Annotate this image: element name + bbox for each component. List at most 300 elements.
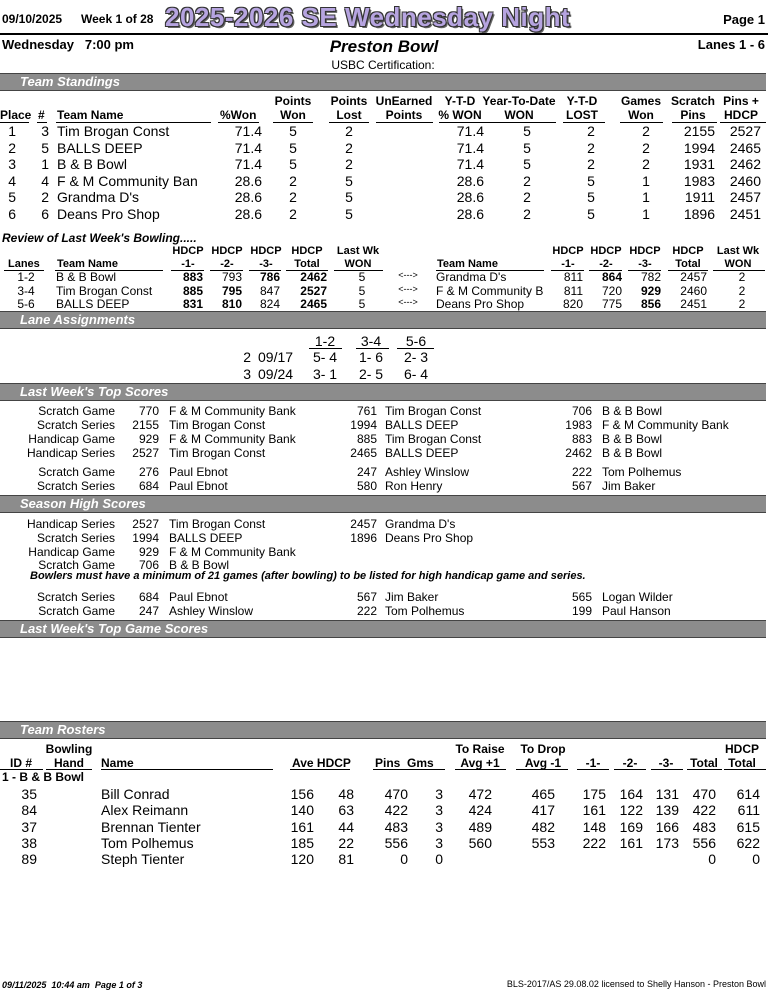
header-hdcp-game: -1- [181, 258, 195, 270]
header-pins-gms: Pins Gms [375, 756, 434, 770]
ytd-lost: 2 [587, 123, 595, 139]
category-label: Scratch Series [36, 590, 115, 604]
ytd-lost: 5 [587, 172, 595, 189]
section-title: Season High Scores [20, 496, 146, 511]
header-hdcp-game: -3- [638, 258, 652, 270]
season-note: Bowlers must have a minimum of 21 games (after bowling) to be listed for high handicap game and series. [30, 570, 586, 582]
header-to-raise: Avg +1 [460, 756, 500, 770]
bowler-team-name: Tim Brogan Const [385, 432, 482, 446]
score-value: 684 [138, 479, 159, 493]
header-pct: %Won [220, 108, 257, 122]
total: 422 [692, 802, 716, 819]
lane-pairing: 1- 6 [358, 349, 384, 365]
ytd-won: 2 [523, 205, 531, 222]
opp-game-2: 720 [601, 283, 622, 298]
game-3: 139 [655, 802, 679, 819]
category-label: Scratch Game [38, 604, 115, 618]
won: 5 [358, 297, 366, 311]
header-team: Team Name [437, 258, 498, 270]
bowler-team-name: B & B Bowl [602, 404, 663, 418]
to-raise: 489 [468, 818, 492, 835]
opp-game-3: 929 [640, 283, 661, 298]
header-id: ID # [10, 756, 33, 770]
to-raise: 472 [468, 786, 492, 802]
games-won: 1 [642, 189, 650, 205]
pins: 556 [384, 834, 408, 851]
score-value: 567 [356, 590, 377, 604]
header-hdcp-total: HDCP [724, 742, 759, 756]
games: 3 [435, 818, 443, 835]
game-3: 786 [259, 270, 280, 284]
day-time: Wednesday 7:00 pm [2, 37, 134, 52]
game-1: 161 [582, 802, 606, 819]
lane-pair-header: 3-4 [360, 333, 382, 349]
header-underline [577, 769, 609, 770]
pins-hdcp: 2462 [729, 156, 761, 172]
header-hdcp-game: HDCP [552, 245, 584, 257]
score-value: 885 [356, 432, 377, 446]
header-hdcp-total: Total [728, 756, 756, 770]
game-2: 795 [221, 283, 242, 298]
bowler-team-name: Tom Polhemus [385, 604, 465, 618]
header-ytd-lost: LOST [566, 108, 598, 122]
ytd-pct-won: 71.4 [456, 139, 484, 156]
game-3: 173 [655, 834, 679, 851]
pins-hdcp: 2457 [729, 189, 761, 205]
score-value: 565 [571, 590, 592, 604]
team-name: Tim Brogan Const [57, 123, 170, 139]
section-title: Team Standings [20, 74, 120, 89]
bowler-team-name: Ashley Winslow [385, 465, 470, 479]
games-won: 2 [642, 123, 650, 139]
opp-team-name: Deans Pro Shop [436, 297, 525, 311]
opp-game-1: 811 [563, 283, 583, 298]
bowler-name: Steph Tienter [101, 851, 185, 868]
category-label: Handicap Series [26, 517, 115, 531]
game-2: 810 [221, 297, 242, 311]
category-label: Scratch Series [36, 531, 115, 545]
team-name: B & B Bowl [57, 156, 128, 172]
hdcp-total: 622 [736, 834, 760, 851]
header-team: Team Name [57, 258, 118, 270]
score-value: 222 [571, 465, 592, 479]
hdcp-total: 611 [737, 802, 760, 819]
place-cell: 6 [8, 205, 16, 222]
center-name: Preston Bowl [329, 37, 439, 56]
handicap: 44 [338, 818, 354, 835]
points-lost: 2 [345, 139, 353, 156]
score-value: 567 [571, 479, 592, 493]
won: 5 [358, 270, 366, 284]
points-lost: 2 [345, 123, 353, 139]
lane-pair-header: 1-2 [314, 333, 336, 349]
team-number: 3 [41, 123, 49, 139]
points-lost: 2 [345, 156, 353, 172]
bowler-team-name: Tim Brogan Const [169, 446, 266, 460]
pins: 470 [384, 786, 408, 802]
handicap: 22 [338, 834, 354, 851]
team-rosters-bar [0, 721, 766, 739]
pct-won: 71.4 [234, 139, 262, 156]
score-value: 247 [138, 604, 159, 618]
pins: 422 [384, 802, 408, 819]
points-won: 2 [289, 189, 297, 205]
bowler-id: 35 [21, 786, 37, 802]
header-underline [290, 769, 350, 770]
score-value: 1994 [132, 531, 159, 545]
vs-arrow: <---> [398, 270, 418, 280]
points-won: 2 [289, 205, 297, 222]
points-won: 5 [289, 156, 297, 172]
score-value: 929 [138, 432, 159, 446]
header-game-3: -3- [658, 756, 674, 770]
header-unearned: Points [385, 108, 423, 122]
header-underline [516, 769, 568, 770]
opp-total: 2460 [680, 283, 707, 298]
game-1: 885 [182, 283, 203, 298]
score-value: 706 [571, 404, 592, 418]
game-1: 148 [582, 818, 606, 835]
bowler-team-name: F & M Community Bank [169, 404, 296, 418]
score-value: 2527 [132, 517, 159, 531]
total: 2465 [300, 297, 327, 311]
handicap: 63 [338, 802, 354, 819]
top-scores-bar [0, 383, 766, 401]
header-total: Total [690, 756, 718, 770]
bowler-team-name: Jim Baker [602, 479, 656, 493]
header-ytd-won: Year-To-Date [482, 94, 556, 108]
total: 0 [708, 851, 716, 868]
usbc-cert: USBC Certification: [331, 58, 435, 72]
scratch-pins: 1994 [683, 139, 715, 156]
pins-hdcp: 2460 [729, 172, 761, 189]
score-value: 2462 [565, 446, 592, 460]
week-label: Week 1 of 28 [81, 12, 154, 26]
team-number: 2 [41, 189, 49, 205]
team-name: Deans Pro Shop [57, 205, 160, 222]
bowler-id: 37 [21, 818, 37, 835]
score-value: 706 [138, 558, 159, 572]
category-label: Scratch Series [36, 479, 115, 493]
bowler-name: Brennan Tienter [101, 818, 201, 835]
ytd-won: 2 [523, 172, 531, 189]
header-underline [651, 769, 683, 770]
header-hdcp-total: Total [294, 258, 320, 270]
header-underline [724, 769, 766, 770]
header-hdcp-total: HDCP [291, 245, 323, 257]
points-lost: 5 [345, 189, 353, 205]
total: 2462 [300, 270, 327, 284]
vs-arrow: <---> [398, 283, 418, 294]
header-last-wk: WON [724, 258, 752, 270]
team-name: Grandma D's [57, 189, 140, 205]
report-date: 09/10/2025 [2, 12, 63, 26]
header-to-drop: To Drop [520, 742, 566, 756]
ytd-won: 5 [523, 123, 531, 139]
handicap: 48 [338, 786, 354, 802]
score-value: 2465 [350, 446, 377, 460]
lane-pairing: 6- 4 [403, 366, 429, 382]
team-number: 5 [41, 139, 49, 156]
score-value: 770 [138, 404, 159, 418]
average: 161 [290, 818, 314, 835]
bowler-name: Tom Polhemus [101, 834, 194, 851]
bowler-team-name: F & M Community Bank [169, 432, 296, 446]
game-2: 169 [619, 818, 643, 835]
header-hdcp-game: HDCP [250, 245, 282, 257]
place-cell: 2 [8, 139, 16, 156]
opp-total: 2451 [680, 297, 707, 311]
ytd-lost: 2 [587, 139, 595, 156]
header-hdcp-game: -2- [220, 258, 234, 270]
league-title: 2025-2026 SE Wednesday Night [165, 2, 571, 32]
opp-game-3: 782 [640, 270, 661, 284]
bowler-id: 84 [21, 802, 37, 819]
header-last-wk: WON [344, 258, 372, 270]
bowler-team-name: Paul Ebnot [169, 479, 228, 493]
games-won: 2 [642, 139, 650, 156]
header-scratch-pins: Pins [680, 108, 706, 122]
game-3: 131 [655, 786, 679, 802]
pins-hdcp: 2527 [729, 123, 761, 139]
pct-won: 28.6 [234, 172, 262, 189]
place-cell: 4 [8, 172, 16, 189]
total: 556 [692, 834, 716, 851]
category-label: Scratch Game [38, 558, 115, 572]
bowler-team-name: Paul Ebnot [169, 590, 228, 604]
header-lanes: Lanes [8, 258, 40, 270]
lanes-cell: 1-2 [17, 270, 35, 284]
team-number: 1 [41, 156, 49, 172]
ytd-lost: 2 [587, 156, 595, 172]
lane-pair-header: 5-6 [405, 333, 427, 349]
lane-assignments-bar [0, 311, 766, 329]
header-team: Team Name [57, 108, 124, 122]
header-name: Name [101, 756, 134, 770]
bowler-team-name: Logan Wilder [602, 590, 673, 604]
hdcp-total: 615 [736, 818, 760, 835]
game-2: 164 [619, 786, 643, 802]
vs-arrow: <---> [398, 297, 418, 307]
game-2: 793 [221, 270, 242, 284]
average: 140 [290, 802, 314, 819]
bowler-team-name: Tim Brogan Const [169, 418, 266, 432]
bowler-team-name: Jim Baker [385, 590, 439, 604]
header-points-lost: Lost [336, 108, 362, 122]
week-number: 3 [243, 366, 251, 382]
ytd-pct-won: 71.4 [456, 123, 484, 139]
score-value: 222 [356, 604, 377, 618]
team-name: B & B Bowl [56, 270, 117, 284]
section-title: Last Week's Top Scores [20, 384, 169, 399]
footer-right: BLS-2017/AS 29.08.02 licensed to Shelly Hanson - Preston Bowl [506, 979, 766, 989]
games: 3 [435, 802, 443, 819]
header-place: Place [0, 108, 32, 122]
ytd-pct-won: 28.6 [456, 172, 484, 189]
score-value: 1896 [350, 531, 377, 545]
score-value: 2155 [132, 418, 159, 432]
place-cell: 3 [8, 156, 16, 172]
ytd-won: 5 [523, 156, 531, 172]
team-standings-bar [0, 73, 766, 91]
header-game-1: -1- [585, 756, 601, 770]
place-cell: 5 [8, 189, 16, 205]
score-value: 1994 [350, 418, 377, 432]
won: 5 [358, 283, 366, 298]
bowler-team-name: Ron Henry [385, 479, 443, 493]
header-pins-hdcp: HDCP [723, 108, 758, 122]
category-label: Scratch Series [36, 418, 115, 432]
to-drop: 417 [531, 802, 555, 819]
header-unearned: UnEarned [375, 94, 433, 108]
header-to-drop: Avg -1 [524, 756, 562, 770]
team-number: 4 [41, 172, 49, 189]
scratch-pins: 1896 [683, 205, 715, 222]
header-hdcp-game: HDCP [590, 245, 622, 257]
scratch-pins: 1983 [683, 172, 715, 189]
header-ytd-won: WON [504, 108, 534, 122]
opp-game-1: 811 [563, 270, 583, 284]
game-3: 824 [259, 297, 280, 311]
pct-won: 71.4 [234, 123, 262, 139]
ytd-pct-won: 28.6 [456, 205, 484, 222]
category-label: Handicap Game [28, 545, 115, 559]
points-won: 5 [289, 139, 297, 156]
score-value: 1983 [565, 418, 592, 432]
opp-team-name: Grandma D's [436, 270, 507, 284]
to-drop: 465 [531, 786, 555, 802]
week-number: 2 [243, 349, 251, 365]
total: 483 [692, 818, 716, 835]
footer-left: 09/11/2025 10:44 am Page 1 of 3 [2, 980, 143, 990]
header-ytd-pct: Y-T-D [444, 94, 476, 108]
lanes-range: Lanes 1 - 6 [697, 37, 765, 52]
header-underline [455, 769, 506, 770]
header-num: # [38, 108, 45, 122]
ytd-pct-won: 71.4 [456, 156, 484, 172]
points-lost: 5 [345, 205, 353, 222]
header-games-won: Games [620, 94, 662, 108]
header-underline [373, 769, 445, 770]
lane-pairing: 2- 5 [358, 366, 384, 382]
opp-team-name: F & M Community B [436, 283, 544, 298]
header-rule [0, 33, 768, 35]
header-hand: Hand [54, 756, 84, 770]
header-hdcp-game: -3- [259, 258, 273, 270]
score-value: 580 [356, 479, 377, 493]
header-last-wk: Last Wk [716, 245, 760, 257]
scratch-pins: 2155 [683, 123, 715, 139]
ytd-lost: 5 [587, 189, 595, 205]
ytd-lost: 5 [587, 205, 595, 222]
games-won: 1 [642, 205, 650, 222]
header-hdcp-game: HDCP [629, 245, 661, 257]
header-to-raise: To Raise [455, 742, 505, 756]
section-title: Lane Assignments [20, 312, 136, 327]
opp-game-1: 820 [562, 297, 583, 311]
games: 3 [435, 786, 443, 802]
points-won: 2 [289, 172, 297, 189]
bowler-team-name: Tim Brogan Const [385, 404, 482, 418]
team-name: BALLS DEEP [57, 139, 143, 156]
to-raise: 424 [468, 802, 492, 819]
header-underline [101, 769, 273, 770]
team-name: F & M Community Ban [57, 172, 198, 189]
category-label: Handicap Series [26, 446, 115, 460]
opp-won: 2 [738, 297, 746, 311]
week-date: 09/17 [258, 349, 294, 365]
bowler-team-name: BALLS DEEP [385, 418, 459, 432]
header-hand: Bowling [45, 742, 93, 756]
bowler-team-name: B & B Bowl [602, 432, 663, 446]
lanes-cell: 5-6 [17, 297, 35, 311]
pins-hdcp: 2465 [729, 139, 761, 156]
team-number: 6 [41, 205, 49, 222]
header-scratch-pins: Scratch [670, 94, 716, 108]
header-ytd-pct: % WON [438, 108, 482, 122]
bowler-team-name: Grandma D's [385, 517, 456, 531]
header-ytd-lost: Y-T-D [566, 94, 598, 108]
season-high-bar [0, 495, 766, 513]
bowler-team-name: F & M Community Bank [169, 545, 296, 559]
to-drop: 482 [531, 818, 555, 835]
pins-hdcp: 2451 [729, 205, 761, 222]
hdcp-total: 0 [752, 851, 760, 868]
scratch-pins: 1911 [684, 189, 715, 205]
game-3: 166 [655, 818, 679, 835]
score-value: 883 [571, 432, 592, 446]
lane-pairing: 3- 1 [312, 366, 338, 382]
page-number: Page 1 [723, 12, 765, 27]
top-game-scores-bar [0, 620, 766, 638]
game-3: 847 [259, 283, 280, 298]
opp-game-2: 864 [601, 270, 622, 284]
category-label: Scratch Game [38, 465, 115, 479]
bowler-team-name: Tom Polhemus [602, 465, 682, 479]
header-hdcp-game: HDCP [172, 245, 204, 257]
team-name: Tim Brogan Const [56, 283, 153, 298]
games: 3 [435, 834, 443, 851]
bowler-team-name: BALLS DEEP [169, 531, 243, 545]
score-value: 199 [571, 604, 592, 618]
header-hdcp-game: -2- [599, 258, 613, 270]
opp-won: 2 [738, 270, 746, 284]
section-title: Team Rosters [20, 722, 106, 737]
header-hdcp-game: HDCP [211, 245, 243, 257]
header-last-wk: Last Wk [336, 245, 380, 257]
average: 156 [290, 786, 314, 802]
score-value: 2527 [132, 446, 159, 460]
opp-game-2: 775 [601, 297, 622, 311]
header-games-won: Won [628, 108, 654, 122]
games-won: 1 [642, 172, 650, 189]
pct-won: 71.4 [234, 156, 262, 172]
games-won: 2 [642, 156, 650, 172]
bowler-team-name: Paul Ebnot [169, 465, 228, 479]
bowler-team-name: F & M Community Bank [602, 418, 729, 432]
game-1: 831 [182, 297, 203, 311]
ytd-won: 5 [523, 139, 531, 156]
score-value: 2457 [350, 517, 377, 531]
header-hdcp-total: HDCP [672, 245, 704, 257]
header-underline [614, 769, 646, 770]
bowler-name: Alex Reimann [101, 802, 189, 819]
team-name: BALLS DEEP [56, 297, 130, 311]
header-hdcp-total: Total [675, 258, 701, 270]
category-label: Handicap Game [28, 432, 115, 446]
bowler-name: Bill Conrad [101, 786, 170, 802]
average: 185 [290, 834, 314, 851]
